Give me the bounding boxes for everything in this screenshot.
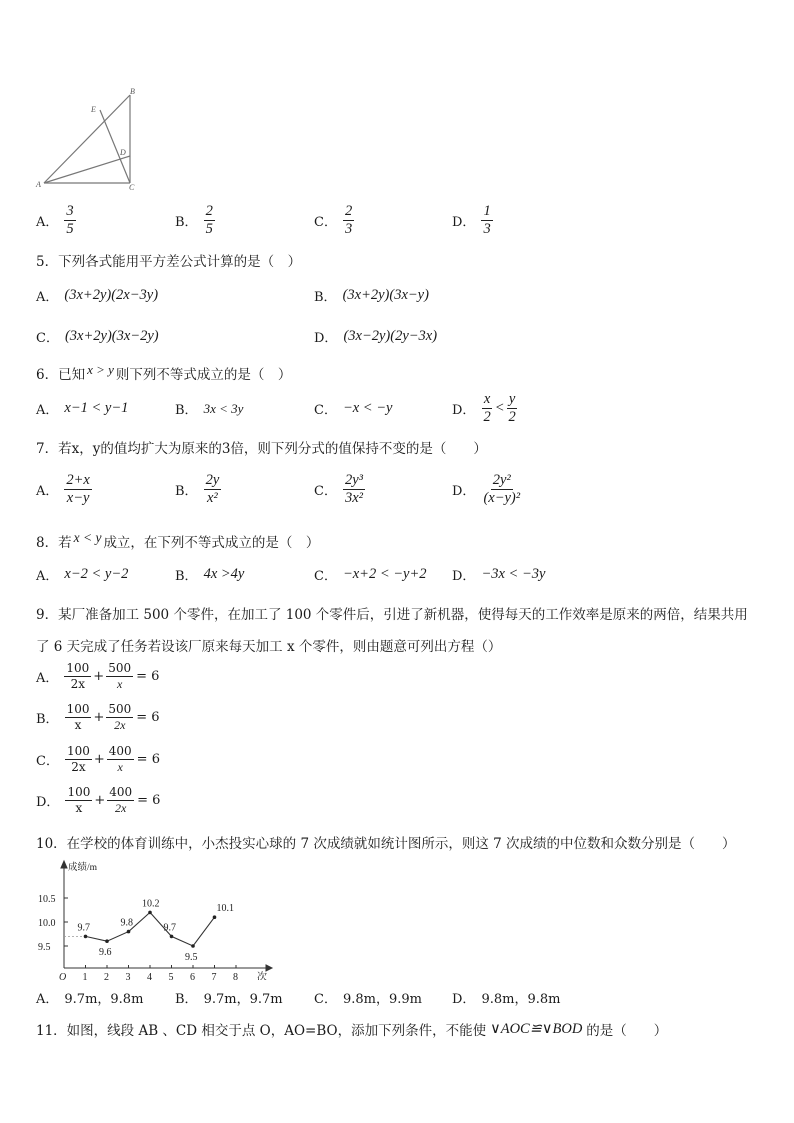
option-letter: B． — [175, 215, 198, 231]
option-letter: A． — [36, 992, 59, 1007]
fraction: $\frac{y}{2}$ — [508, 391, 516, 426]
option-letter: C． — [314, 215, 337, 231]
option-letter: D． — [452, 403, 476, 419]
q6-option-c[interactable] — [314, 399, 392, 418]
label-c: C — [129, 183, 135, 192]
option-letter: D． — [452, 484, 476, 500]
fraction: $\frac{100}{2x}$ — [66, 744, 90, 774]
x-tick-label: 1 — [82, 972, 88, 980]
option-expression: (3x−2y)(2y−3x) — [343, 328, 438, 344]
option-letter: B． — [175, 484, 198, 500]
option-letter: B． — [175, 569, 198, 584]
data-label: 9.5 — [185, 952, 198, 963]
option-expression: (3x+2y)(2x−3y) — [64, 287, 159, 303]
option-letter: B． — [175, 992, 198, 1007]
option-letter: C． — [314, 484, 337, 500]
q9-stem-line2: 了 6 天完成了任务若设该厂原来每天加工 x 个零件，则由题意可列出方程（） — [36, 639, 502, 655]
data-point — [127, 930, 131, 934]
option-letter: C． — [314, 992, 337, 1007]
option-expression: −3x < −3y — [481, 566, 546, 582]
data-point — [213, 915, 217, 919]
origin-label: O — [59, 972, 67, 980]
segment-ec — [100, 110, 130, 183]
q4-option-a[interactable] — [36, 204, 76, 237]
option-expression: −x+2 < −y+2 — [342, 566, 427, 582]
option-letter: A． — [36, 670, 59, 686]
y-tick-label: 10.0 — [38, 918, 56, 929]
option-letter: C． — [314, 569, 337, 584]
data-label: 10.2 — [142, 898, 160, 910]
q7-option-d[interactable] — [452, 473, 522, 506]
q7-option-a[interactable] — [36, 473, 92, 506]
fraction: $\frac{\text{2y²}}{\text{(x−y)²}}$ — [483, 472, 521, 507]
option-expression: x−2 < y−2 — [64, 566, 129, 582]
data-point — [148, 911, 152, 915]
option-expression: −x < −y — [342, 400, 393, 416]
q4-option-c[interactable] — [314, 204, 354, 237]
data-label: 9.7 — [163, 922, 176, 934]
option-letter: A． — [36, 215, 59, 231]
option-letter: D． — [452, 569, 476, 584]
data-label: 9.7 — [77, 922, 90, 934]
fraction: $\frac{2}{3}$ — [344, 203, 353, 238]
q4-option-d[interactable] — [452, 204, 493, 237]
y-axis-label: 成绩/m — [68, 863, 98, 873]
option-letter: B． — [175, 403, 198, 418]
option-letter: C． — [314, 403, 337, 418]
data-point — [170, 935, 174, 939]
x-tick-label: 8 — [233, 972, 238, 980]
q5-stem: 5．下列各式能用平方差公式计算的是（ ） — [36, 254, 302, 270]
fraction: $\frac{400}{2x}$ — [109, 785, 133, 815]
option-expression: (3x+2y)(3x−y) — [342, 287, 429, 303]
q5-option-d[interactable] — [314, 327, 437, 346]
q8-option-c[interactable] — [314, 565, 427, 584]
option-expression: 4x >4y — [203, 566, 245, 582]
data-point — [191, 944, 195, 948]
q8-option-a[interactable] — [36, 565, 128, 584]
q7-option-c[interactable] — [314, 473, 365, 506]
option-letter: B． — [314, 290, 337, 305]
y-tick-label: 10.5 — [38, 894, 56, 905]
q10-option-d[interactable] — [452, 988, 560, 1007]
option-text: 9.8m，9.9m — [342, 992, 422, 1007]
option-expression: x−1 < y−1 — [64, 400, 129, 416]
q4-option-b[interactable] — [175, 204, 215, 237]
fraction: $\frac{100}{x}$ — [66, 702, 90, 732]
y-axis-arrow — [61, 861, 67, 868]
q9-option-a[interactable]: A． $\frac{100}{2x}$ + $\frac{500}{x}$ = 6 — [36, 661, 160, 691]
q6-option-d[interactable]: D． $\frac{x}{2}$ < $\frac{y}{2}$ — [452, 391, 516, 426]
option-letter: B． — [36, 711, 59, 727]
q5-option-b[interactable] — [314, 286, 429, 305]
option-letter: D． — [452, 992, 476, 1007]
option-text: 9.8m，9.8m — [481, 992, 561, 1007]
option-letter: D． — [36, 794, 60, 810]
option-expression: 3x < 3y — [203, 400, 244, 416]
fraction: $\frac{2+x}{x-y}$ — [66, 472, 90, 507]
chart-svg — [34, 856, 284, 980]
q9-stem-line1: 9．某厂准备加工 500 个零件，在加工了 100 个零件后，引进了新机器，使得每天的工作效率是原来的两倍，结果共用 — [36, 607, 748, 623]
q9-option-d[interactable]: D． $\frac{100}{x}$ + $\frac{400}{2x}$ = 6 — [36, 785, 161, 815]
data-point — [84, 935, 88, 939]
option-letter: A． — [36, 484, 59, 500]
fraction: $\frac{3}{5}$ — [66, 203, 74, 238]
q6-option-b[interactable] — [175, 399, 243, 418]
fraction: $\frac{500}{x}$ — [108, 661, 132, 691]
q10-option-c[interactable] — [314, 988, 422, 1007]
q6-option-a[interactable] — [36, 399, 128, 418]
fraction: $\frac{2}{5}$ — [205, 203, 213, 238]
fraction: $\frac{2y}{\text{x²}}$ — [205, 472, 220, 507]
label-b: B — [130, 87, 135, 96]
q8-option-d[interactable] — [452, 565, 545, 584]
option-letter: C． — [36, 753, 59, 769]
fraction: $\frac{500}{2x}$ — [108, 702, 132, 732]
q9-option-c[interactable]: C． $\frac{100}{2x}$ + $\frac{400}{x}$ = 6 — [36, 744, 160, 774]
option-letter: A． — [36, 403, 59, 418]
q10-option-b[interactable] — [175, 988, 283, 1007]
series-line — [86, 912, 215, 946]
label-e: E — [91, 105, 96, 114]
x-tick-label: 4 — [147, 972, 152, 980]
option-text: 9.7m，9.8m — [64, 992, 144, 1007]
q5-option-c[interactable] — [36, 327, 159, 346]
x-axis-arrow — [266, 965, 272, 971]
x-tick-label: 5 — [168, 972, 174, 980]
q9-option-b[interactable]: B． $\frac{100}{x}$ + $\frac{500}{2x}$ = 6 — [36, 702, 160, 732]
q11-stem: 11．如图，线段 AB 、CD 相交于点 O，AO=BO，添加下列条件，不能使 ∨AOC≌∨BOD 的是（ ） — [36, 1020, 668, 1039]
option-text: 9.7m，9.7m — [203, 992, 283, 1007]
q10-stem: 10．在学校的体育训练中，小杰投实心球的 7 次成绩就如统计图所示，则这 7 次成绩的中位数和众数分别是（ ） — [36, 836, 736, 852]
option-letter: C． — [36, 331, 59, 346]
option-letter: D． — [314, 331, 338, 346]
q10-option-a[interactable] — [36, 988, 143, 1007]
option-letter: D． — [452, 215, 476, 231]
data-point — [105, 939, 109, 943]
y-tick-label: 9.5 — [38, 942, 51, 953]
label-d: D — [120, 148, 126, 157]
q5-option-a[interactable] — [36, 286, 158, 305]
x-tick-label: 6 — [190, 972, 195, 980]
triangle-figure — [34, 86, 144, 192]
fraction: $\frac{100}{x}$ — [67, 785, 91, 815]
x-tick-label: 2 — [104, 972, 109, 980]
x-tick-label: 3 — [125, 972, 131, 980]
fraction: $\frac{\text{2y³}}{\text{3x²}}$ — [344, 472, 363, 507]
option-letter: A． — [36, 290, 59, 305]
q8-stem: 8．若 x < y 成立，在下列不等式成立的是（ ） — [36, 530, 320, 551]
fraction: $\frac{400}{x}$ — [108, 744, 132, 774]
x-axis-label: 次 — [257, 972, 267, 980]
q6-stem: 6．已知 x > y 则下列不等式成立的是（ ） — [36, 362, 292, 383]
x-tick-label: 7 — [211, 972, 217, 980]
label-a: A — [36, 180, 41, 189]
q8-option-b[interactable] — [175, 565, 244, 584]
option-letter: A． — [36, 569, 59, 584]
q7-option-b[interactable] — [175, 473, 221, 506]
data-label: 10.1 — [216, 903, 234, 915]
fraction: $\frac{100}{2x}$ — [66, 661, 90, 691]
data-label: 9.6 — [99, 947, 112, 959]
fraction: $\frac{1}{3}$ — [483, 203, 491, 238]
data-label: 9.8 — [120, 917, 133, 929]
q7-stem: 7．若x，y的值均扩大为原来的3倍，则下列分式的值保持不变的是（ ） — [36, 441, 487, 457]
fraction: $\frac{x}{2}$ — [483, 391, 491, 426]
option-expression: (3x+2y)(3x−2y) — [64, 328, 159, 344]
q10-line-chart — [34, 856, 284, 980]
